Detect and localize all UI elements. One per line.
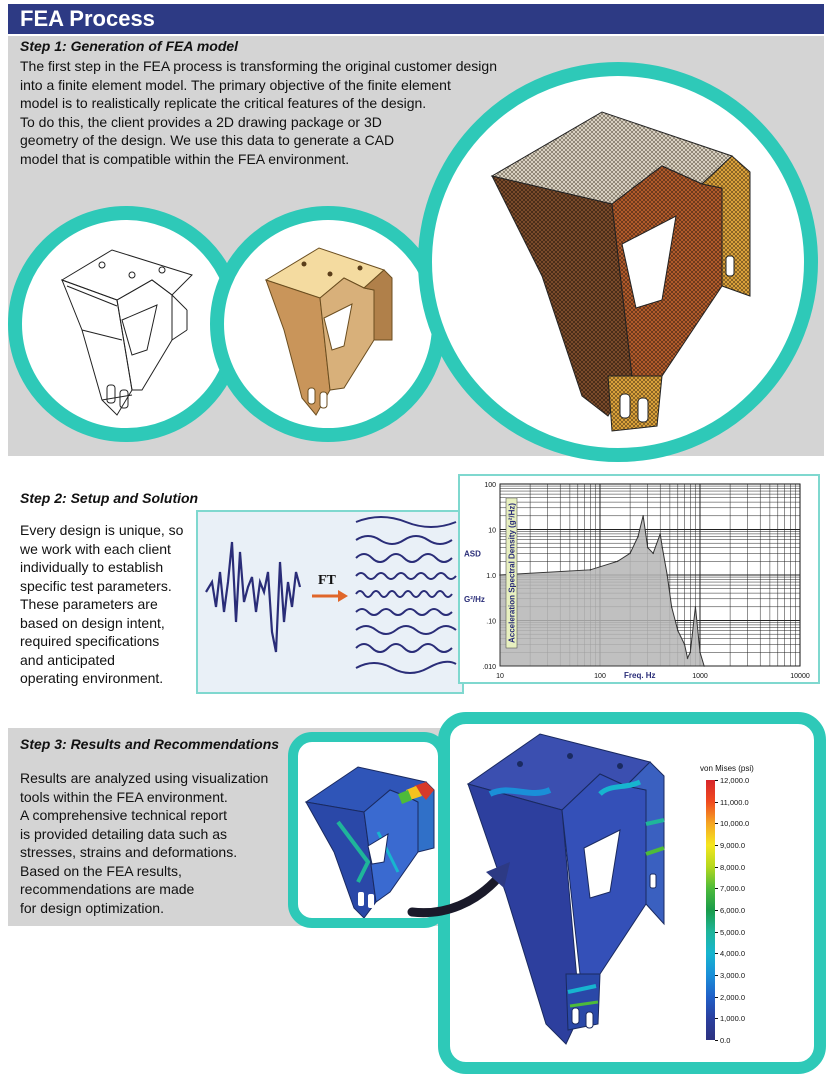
chart-data-point: [652, 552, 654, 554]
chart-data-point: [629, 552, 631, 554]
chart-data-point: [671, 606, 673, 608]
mesh-bracket-illustration: [432, 76, 804, 448]
fe-mesh-circle: [418, 62, 818, 462]
legend-value-label: 7,000.0: [720, 884, 746, 894]
step1-title: Step 1: Generation of FEA model: [20, 38, 239, 54]
legend-tick: [715, 780, 718, 781]
legend-tick: [715, 975, 718, 976]
chart-y-axis-label: Acceleration Spectral Density (g²/Hz): [507, 502, 517, 644]
chart-y-tick-label: 10: [488, 527, 496, 535]
step2-text: Every design is unique, so we work with each client individually to establish specific test parameters. These parameters are based on design intent, required specifications and anticipated operating environment.: [20, 522, 184, 686]
cad-drawing-circle: [8, 206, 244, 442]
legend-tick: [715, 888, 718, 889]
chart-data-point: [659, 533, 661, 535]
page-header: [8, 4, 824, 34]
chart-data-point: [637, 536, 639, 538]
legend-value-label: 4,000.0: [720, 949, 746, 959]
legend-value-label: 8,000.0: [720, 862, 746, 872]
step2-title: Step 2: Setup and Solution: [20, 490, 199, 506]
chart-data-point: [695, 606, 697, 608]
arrow-right-icon: [338, 590, 348, 602]
chart-data-point: [677, 630, 679, 632]
chart-data-point: [647, 547, 649, 549]
cad-model-circle: [210, 206, 446, 442]
chart-data-point: [617, 561, 619, 563]
chart-x-tick-label: 1000: [692, 673, 708, 680]
chart-y-tick-label: .010: [482, 664, 496, 671]
legend-tick: [715, 953, 718, 954]
chart-data-point: [687, 657, 689, 659]
legend-value-label: 5,000.0: [720, 927, 746, 937]
chart-x-tick-label: 100: [594, 673, 606, 680]
chart-x-tick-label: 10: [496, 673, 504, 680]
chart-x-axis-label: Freq. Hz: [624, 671, 656, 680]
chart-x-tick-label: 10000: [790, 673, 810, 680]
legend-value-label: 3,000.0: [720, 971, 746, 980]
step3-title: Step 3: Results and Recommendations: [20, 736, 280, 752]
asd-chart-panel: [458, 474, 820, 684]
fourier-transform-panel: [196, 510, 464, 694]
ft-label: FT: [318, 573, 336, 588]
legend-tick: [715, 932, 718, 933]
asd-chart: [460, 476, 818, 682]
step1-text: The first step in the FEA process is transforming the original customer design into a finite element model. The primary objective of the finite element model is to realistically replicate the critical features of the design. To do this, the client provides a 2D drawing package or 3D geometry of the design. We use this data to generate a CAD model that is compatible within the FEA environment.: [20, 58, 497, 167]
chart-data-point: [699, 652, 701, 654]
legend-value-label: 6,000.0: [720, 906, 746, 915]
chart-data-point: [703, 665, 705, 667]
chart-data-point: [499, 574, 501, 576]
legend-tick: [715, 867, 718, 868]
chart-y-label-unit: G²/Hz: [464, 594, 485, 604]
legend-tick: [715, 910, 718, 911]
wireframe-bracket-illustration: [22, 220, 230, 428]
legend-value-label: 2,000.0: [720, 992, 746, 1002]
legend-value-label: 12,000.0: [720, 776, 750, 785]
chart-y-tick-label: .10: [486, 618, 496, 626]
chart-data-point: [642, 515, 644, 517]
chart-data-point: [590, 569, 592, 571]
chart-data-point: [666, 574, 668, 576]
fourier-transform-illustration: [198, 512, 462, 692]
chart-data-point: [684, 643, 686, 645]
results-arrow: [406, 858, 536, 918]
legend-tick: [715, 997, 718, 998]
chart-y-label-asd: ASD: [464, 549, 481, 559]
legend-tick: [715, 1018, 718, 1019]
legend-tick: [715, 1040, 718, 1041]
legend-value-label: 10,000.0: [720, 819, 750, 829]
step3-text: Results are analyzed using visualization tools within the FEA environment. A comprehensive technical report is provided detailing data such as stresses, strains and deformations. Based on the FEA results, recommendations are made for design optimization.: [20, 770, 269, 916]
legend-tick: [715, 845, 718, 846]
chart-data-point: [662, 547, 664, 549]
chart-y-tick-label: 100: [484, 482, 496, 489]
stress-legend-colorbar: [706, 780, 715, 1040]
cad-bracket-illustration: [224, 220, 432, 428]
legend-tick: [715, 802, 718, 803]
legend-value-label: 11,000.0: [720, 797, 749, 807]
legend-title: von Mises (psi): [700, 764, 754, 773]
chart-data-point: [690, 652, 692, 654]
legend-value-label: 0.0: [720, 1036, 731, 1045]
page-title: FEA Process: [20, 6, 155, 31]
legend-tick: [715, 823, 718, 824]
chart-y-tick-label: 1.0: [486, 573, 496, 580]
legend-value-label: 9,000.0: [720, 841, 746, 850]
legend-value-label: 1,000.0: [720, 1014, 746, 1024]
